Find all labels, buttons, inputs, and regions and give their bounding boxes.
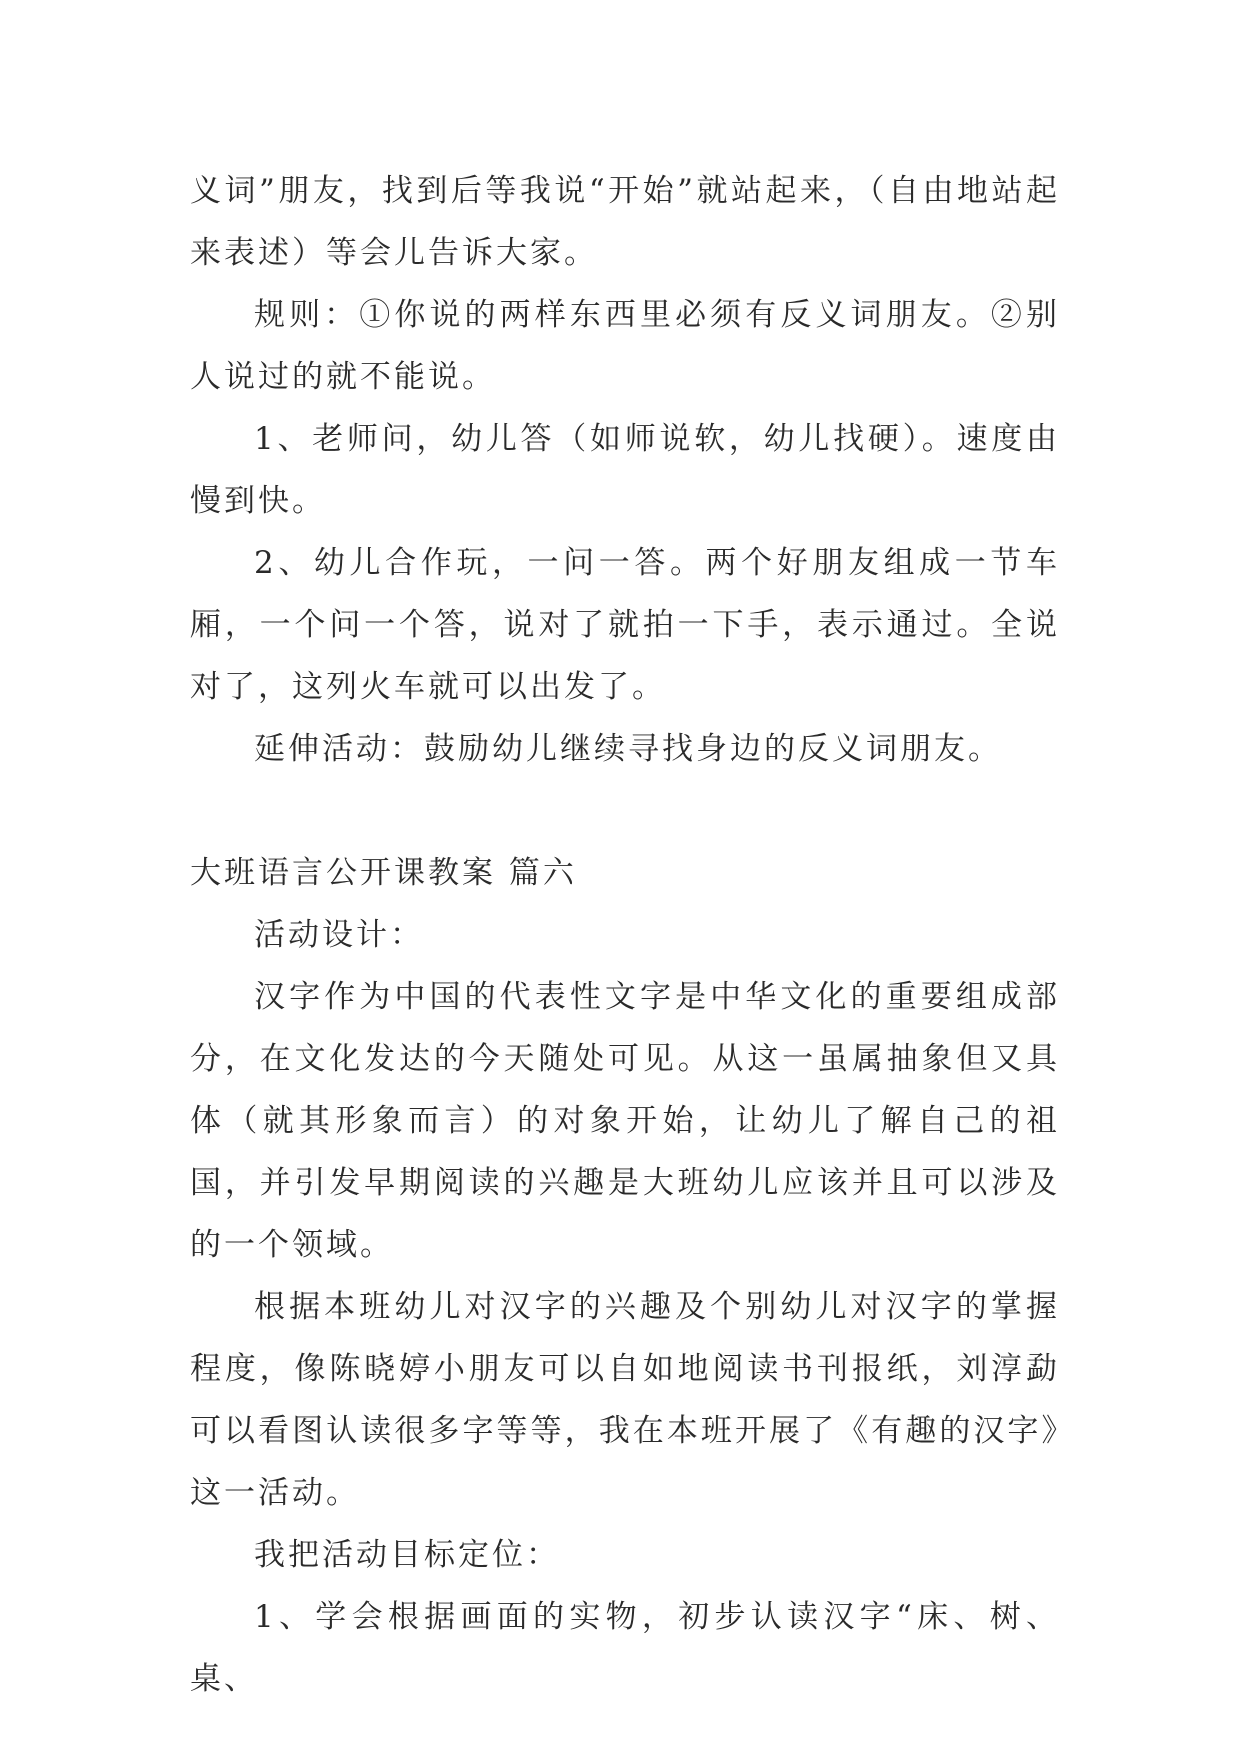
- paragraph-design-label: 活动设计：: [254, 917, 424, 953]
- paragraph-extension: 延伸活动：鼓励幼儿继续寻找身边的反义词朋友。: [254, 731, 1002, 767]
- paragraph-step-2: 2、幼儿合作玩，一问一答。两个好朋友组成一节车厢，一个问一个答，说对了就拍一下手，表示通过。全说对了，这列火车就可以出发了。: [190, 545, 1060, 705]
- section-title: 大班语言公开课教案 篇六: [190, 855, 577, 891]
- paragraph-class-context: 根据本班幼儿对汉字的兴趣及个别幼儿对汉字的掌握程度，像陈晓婷小朋友可以自如地阅读书刊报纸，刘淳勐可以看图认读很多字等等，我在本班开展了《有趣的汉字》这一活动。: [190, 1289, 1060, 1511]
- paragraph-goal-1: 1、学会根据画面的实物，初步认读汉字“床、树、桌、: [190, 1599, 1060, 1697]
- document-body: [190, 160, 1060, 1710]
- paragraph-goals-label: 我把活动目标定位：: [254, 1537, 560, 1573]
- section-spacer: [190, 780, 1060, 842]
- paragraph-design-body: 汉字作为中国的代表性文字是中华文化的重要组成部分，在文化发达的今天随处可见。从这一虽属抽象但又具体（就其形象而言）的对象开始，让幼儿了解自己的祖国，并引发早期阅读的兴趣是大班幼儿应该并且可以涉及的一个领域。: [190, 979, 1060, 1263]
- paragraph-continuation: 义词”朋友，找到后等我说“开始”就站起来，（自由地站起来表述）等会儿告诉大家。: [190, 173, 1060, 271]
- paragraph-step-1: 1、老师问，幼儿答（如师说软，幼儿找硬）。速度由慢到快。: [190, 421, 1060, 519]
- paragraph-rules: 规则：①你说的两样东西里必须有反义词朋友。②别人说过的就不能说。: [190, 297, 1060, 395]
